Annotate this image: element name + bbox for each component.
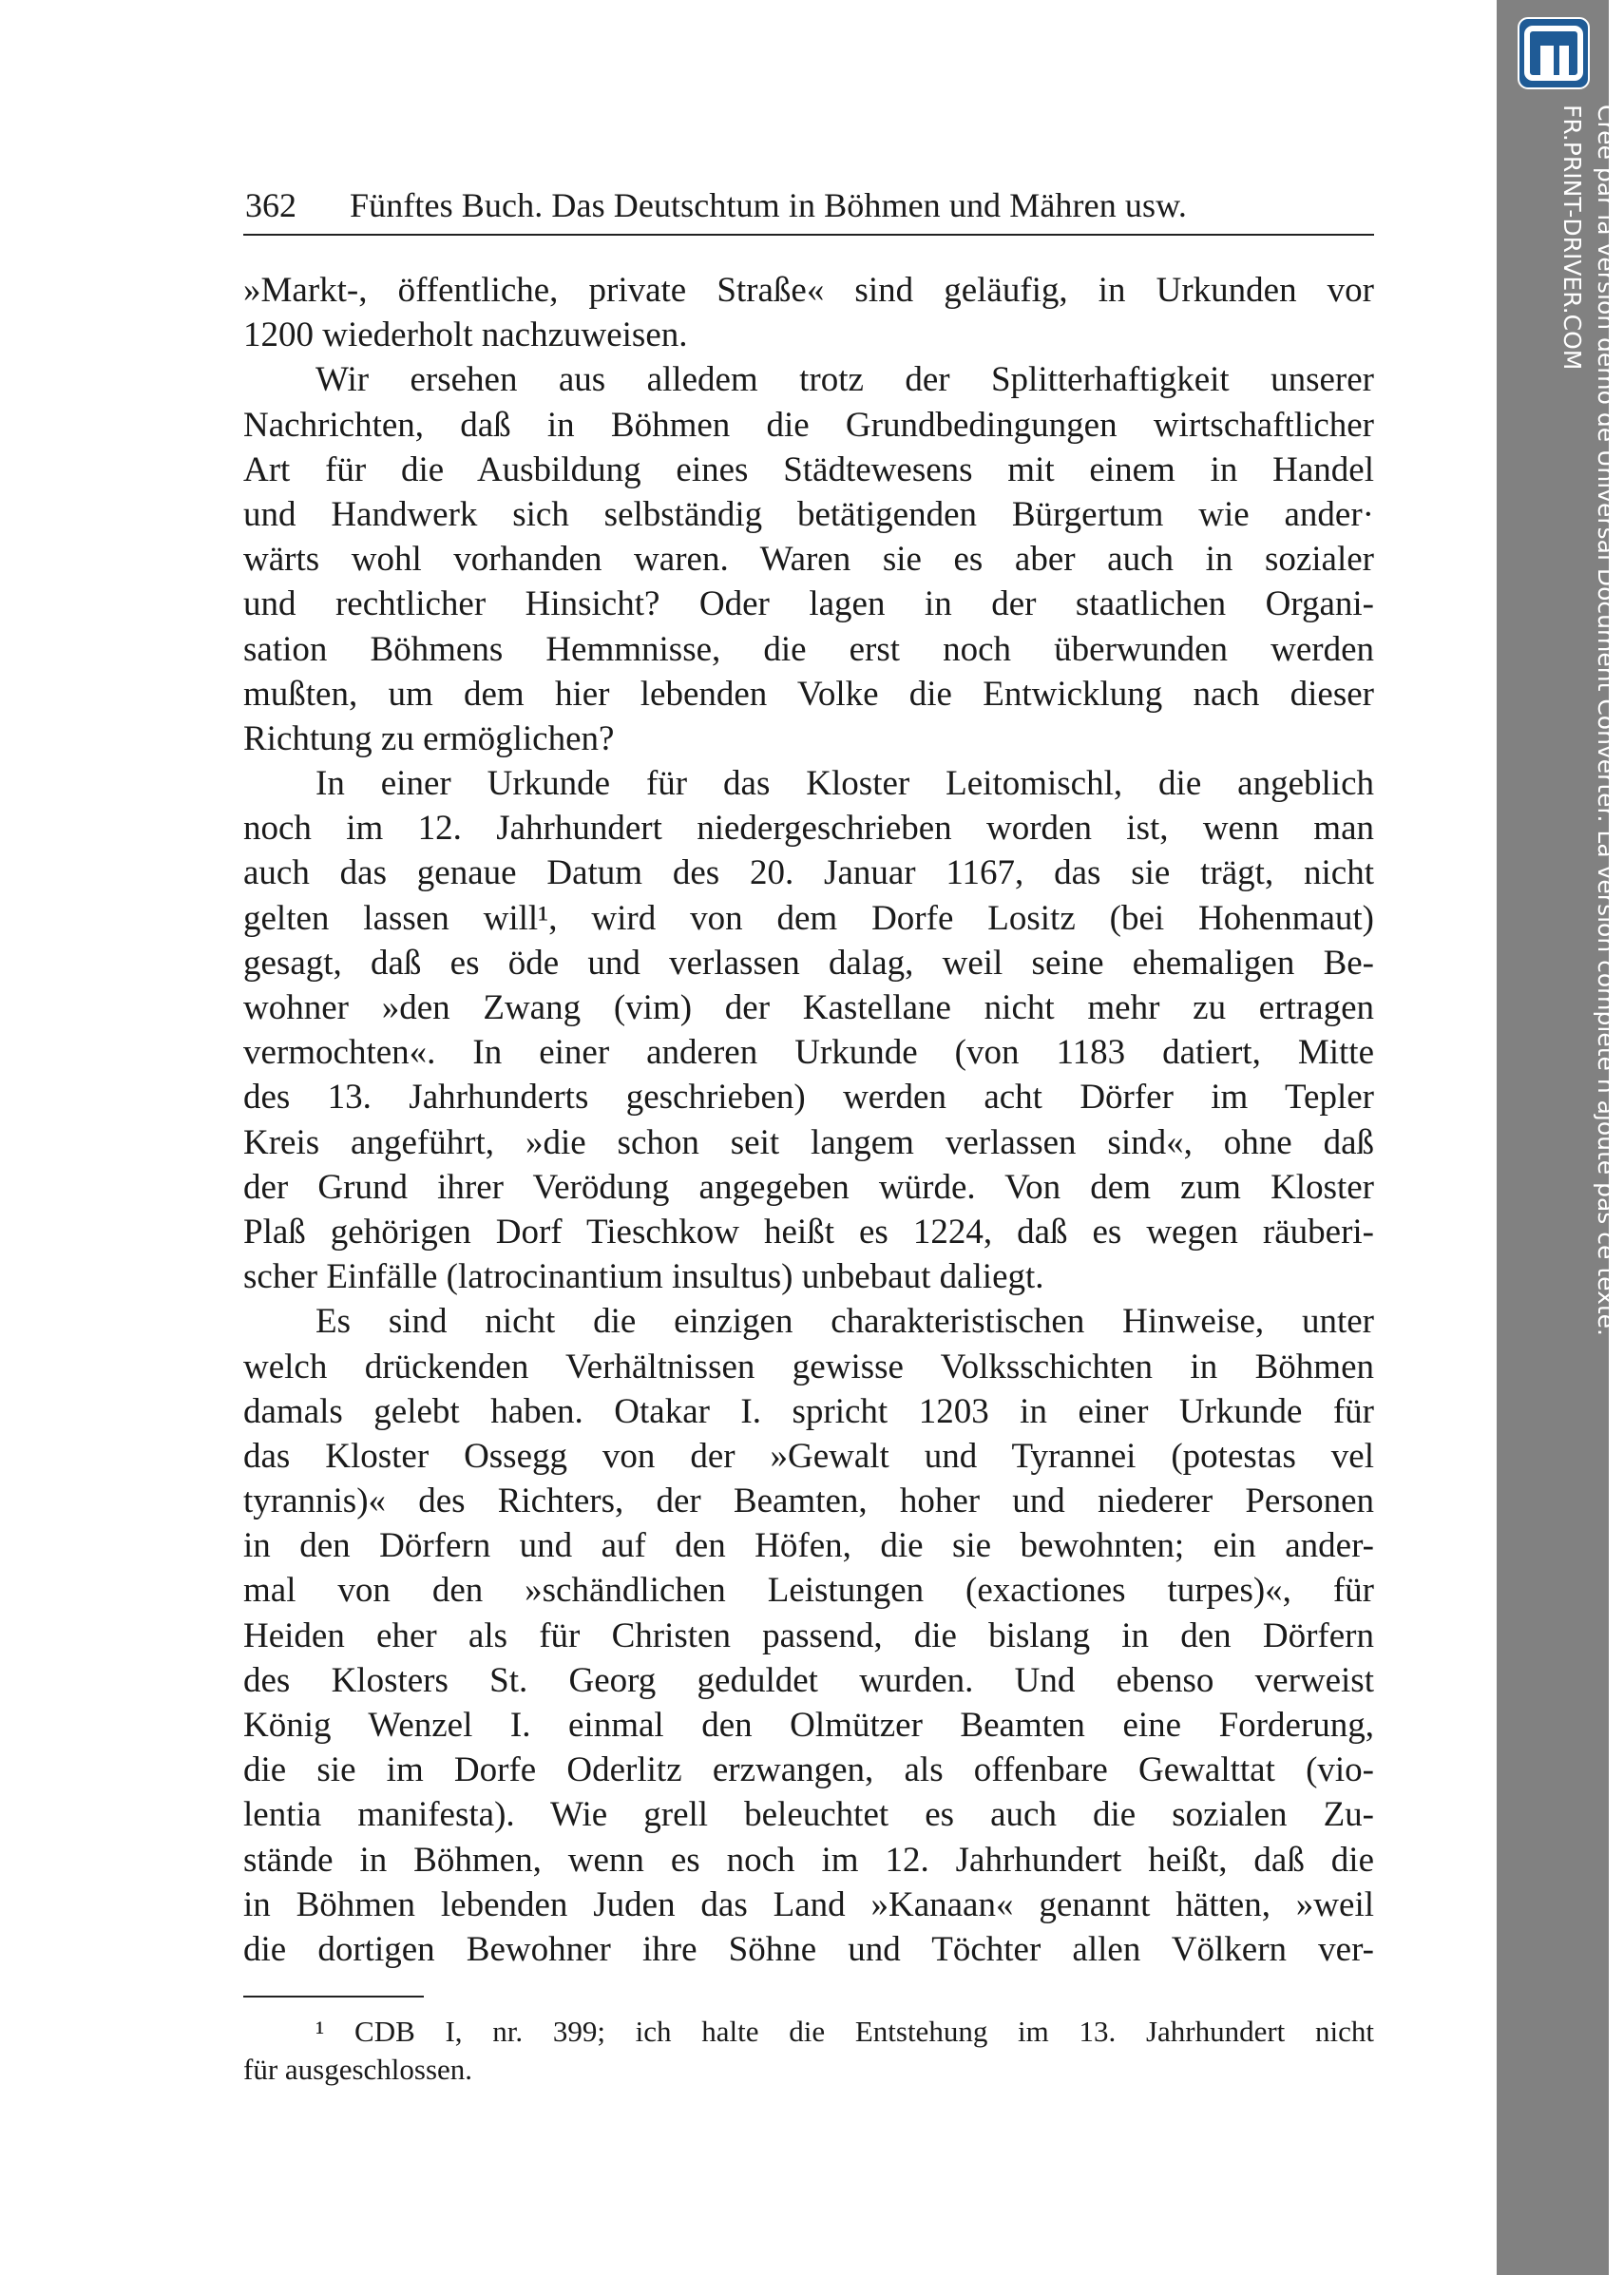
- page-number: 362: [245, 186, 296, 224]
- footnote-line: ¹ CDB I, nr. 399; ich halte die Entstehung im 13. Jahrhundert nicht: [315, 2015, 1374, 2048]
- text-line: mußten, um dem hier lebenden Volke die Entwicklung nach dieser: [243, 674, 1374, 714]
- text-line: Nachrichten, daß in Böhmen die Grundbedingungen wirtschaftlicher: [243, 405, 1374, 445]
- text-line: Plaß gehörigen Dorf Tieschkow heißt es 1224, daß es wegen räuberi-: [243, 1212, 1374, 1252]
- text-line: Heiden eher als für Christen passend, die bislang in den Dörfern: [243, 1615, 1374, 1655]
- text-line: 1200 wiederholt nachzuweisen.: [243, 315, 688, 355]
- text-line: in den Dörfern und auf den Höfen, die sie bewohnten; ein ander-: [243, 1526, 1374, 1566]
- text-line: Art für die Ausbildung eines Städtewesens mit einem in Handel: [243, 449, 1374, 489]
- text-line: die dortigen Bewohner ihre Söhne und Töchter allen Völkern ver-: [243, 1929, 1374, 1969]
- text-line: des 13. Jahrhunderts geschrieben) werden acht Dörfer im Tepler: [243, 1078, 1374, 1118]
- text-line: in Böhmen lebenden Juden das Land »Kanaan« genannt hätten, »weil: [243, 1884, 1374, 1924]
- text-line: auch das genaue Datum des 20. Januar 1167, das sie trägt, nicht: [243, 853, 1374, 893]
- text-line: König Wenzel I. einmal den Olmützer Beamten eine Forderung,: [243, 1706, 1374, 1745]
- text-line: Richtung zu ermöglichen?: [243, 718, 615, 758]
- text-line: Kreis angeführt, »die schon seit langem verlassen sind«, ohne daß: [243, 1122, 1374, 1162]
- text-line: tyrannis)« des Richters, der Beamten, hoher und niederer Personen: [243, 1482, 1374, 1521]
- text-line: des Klosters St. Georg geduldet wurden. Und ebenso verweist: [243, 1660, 1374, 1700]
- watermark-sidebar: [1497, 0, 1620, 2275]
- text-line: und Handwerk sich selbständig betätigenden Bürgertum wie ander·: [243, 494, 1374, 534]
- text-line: scher Einfälle (latrocinantium insultus) unbebaut daliegt.: [243, 1257, 1044, 1297]
- text-line: vermochten«. In einer anderen Urkunde (von 1183 datiert, Mitte: [243, 1033, 1374, 1073]
- text-line: »Markt-, öffentliche, private Straße« sind geläufig, in Urkunden vor: [243, 271, 1374, 310]
- page-header: [245, 185, 1371, 225]
- text-line: wärts wohl vorhanden waren. Waren sie es aber auch in sozialer: [243, 540, 1374, 580]
- running-title: Fünftes Buch. Das Deutschtum in Böhmen und Mähren usw.: [350, 186, 1187, 224]
- text-line: damals gelebt haben. Otakar I. spricht 1203 in einer Urkunde für: [243, 1391, 1374, 1431]
- footnote-line: für ausgeschlossen.: [243, 2053, 473, 2086]
- text-line: Es sind nicht die einzigen charakteristischen Hinweise, unter: [315, 1302, 1374, 1342]
- text-line: der Grund ihrer Verödung angegeben würde. Von dem zum Kloster: [243, 1167, 1374, 1207]
- text-line: gesagt, daß es öde und verlassen dalag, weil seine ehemaligen Be-: [243, 943, 1374, 983]
- text-line: wohner »den Zwang (vim) der Kastellane nicht mehr zu ertragen: [243, 988, 1374, 1027]
- header-rule: [243, 234, 1374, 236]
- text-line: In einer Urkunde für das Kloster Leitomischl, die angeblich: [315, 764, 1374, 804]
- footnote: [243, 2013, 1374, 2089]
- text-line: die sie im Dorfe Oderlitz erzwangen, als offenbare Gewalttat (vio-: [243, 1750, 1374, 1790]
- text-line: und rechtlicher Hinsicht? Oder lagen in der staatlichen Organi-: [243, 584, 1374, 624]
- text-line: das Kloster Ossegg von der »Gewalt und Tyrannei (potestas vel: [243, 1436, 1374, 1476]
- footnote-rule: [243, 1996, 424, 1998]
- watermark-url: FR.PRINT-DRIVER.COM: [1558, 105, 1586, 371]
- body-text: [243, 268, 1374, 1972]
- udc-logo-icon: [1518, 17, 1590, 89]
- text-line: gelten lassen will¹, wird von dem Dorfe Lositz (bei Hohenmaut): [243, 898, 1374, 938]
- text-line: Wir ersehen aus alledem trotz der Splitterhaftigkeit unserer: [315, 360, 1374, 400]
- text-line: lentia manifesta). Wie grell beleuchtet es auch die sozialen Zu-: [243, 1795, 1374, 1835]
- text-line: stände in Böhmen, wenn es noch im 12. Jahrhundert heißt, daß die: [243, 1840, 1374, 1880]
- text-line: welch drückenden Verhältnissen gewisse Volksschichten in Böhmen: [243, 1347, 1374, 1386]
- text-line: sation Böhmens Hemmnisse, die erst noch überwunden werden: [243, 629, 1374, 669]
- text-line: noch im 12. Jahrhundert niedergeschrieben worden ist, wenn man: [243, 809, 1374, 849]
- watermark-text: Créé par la version démo de Universal Document Converter. La version complète n'ajoute pas ce texte.: [1593, 105, 1620, 1337]
- text-line: mal von den »schändlichen Leistungen (exactiones turpes)«, für: [243, 1571, 1374, 1611]
